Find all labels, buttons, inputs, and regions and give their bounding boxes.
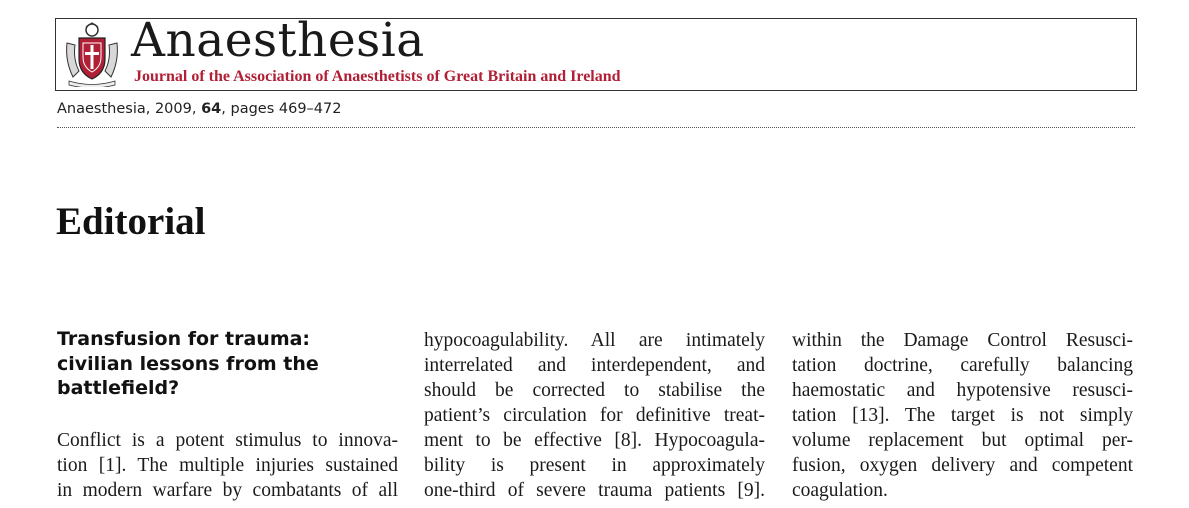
body-line: hypocoagulability. All are intimately xyxy=(424,330,765,351)
body-line: volume replacement but optimal per- xyxy=(792,430,1133,451)
body-column-3 xyxy=(792,328,1133,503)
body-line: bility is present in approximately xyxy=(424,455,765,476)
body-line: fusion, oxygen delivery and competent xyxy=(792,455,1133,476)
journal-title: Anaesthesia xyxy=(131,13,425,68)
body-line: interrelated and interdependent, and xyxy=(424,355,765,376)
body-line: patient’s circulation for definitive treat- xyxy=(424,405,765,426)
body-line: tion [1]. The multiple injuries sustained xyxy=(57,455,398,476)
body-line: ment to be effective [8]. Hypocoagula- xyxy=(424,430,765,451)
body-line: haemostatic and hypotensive resusci- xyxy=(792,380,1133,401)
body-line: one-third of severe trauma patients [9]. xyxy=(424,480,765,501)
journal-masthead xyxy=(55,13,1137,91)
body-line: tation [13]. The target is not simply xyxy=(792,405,1133,426)
journal-subtitle: Journal of the Association of Anaesthetists of Great Britain and Ireland xyxy=(134,68,621,85)
citation-pages: , pages 469–472 xyxy=(221,101,342,117)
article-title-line: civilian lessons from the xyxy=(57,352,319,375)
body-line: tation doctrine, carefully balancing xyxy=(792,355,1133,376)
body-column-1 xyxy=(57,428,398,503)
article-title xyxy=(57,327,357,401)
section-heading: Editorial xyxy=(56,200,206,243)
association-crest-icon xyxy=(61,21,123,87)
citation-line xyxy=(57,101,341,117)
body-line: coagulation. xyxy=(792,480,888,501)
article-title-line: battlefield? xyxy=(57,377,180,399)
body-column-2 xyxy=(424,328,765,503)
body-line: within the Damage Control Resusci- xyxy=(792,330,1133,351)
body-line: Conflict is a potent stimulus to innova- xyxy=(57,430,398,451)
header-divider xyxy=(57,127,1135,128)
citation-volume: 64 xyxy=(201,101,222,117)
citation-prefix: Anaesthesia, 2009, xyxy=(57,101,202,117)
article-title-line: Transfusion for trauma: xyxy=(57,328,311,350)
body-line: should be corrected to stabilise the xyxy=(424,380,765,401)
body-line: in modern warfare by combatants of all xyxy=(57,480,398,501)
